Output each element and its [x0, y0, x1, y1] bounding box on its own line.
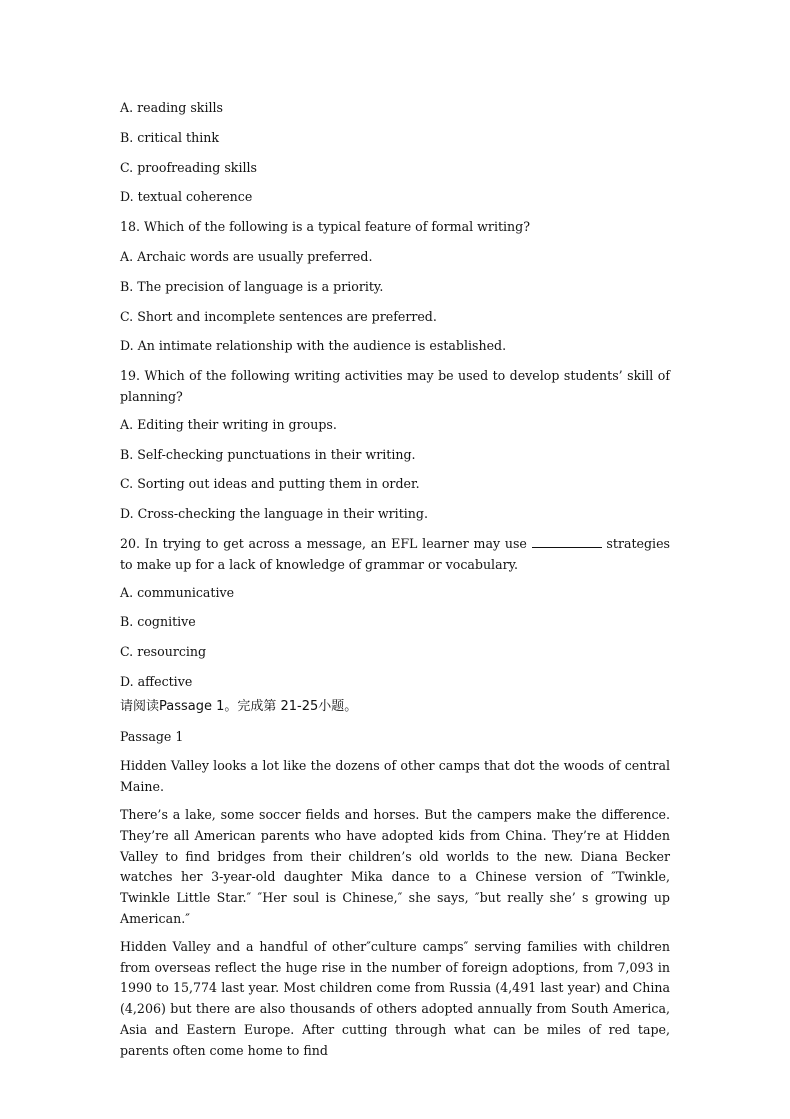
q18-option-d: D. An intimate relationship with the audience is established. — [120, 338, 507, 354]
passage-body — [120, 756, 670, 1061]
reading-instruction: 请阅读Passage 1。完成第 21-25小题。 — [120, 698, 358, 714]
q18-option-a: A. Archaic words are usually preferred. — [120, 248, 373, 264]
q20-option-a: A. communicative — [120, 584, 235, 600]
q20-option-d: D. affective — [120, 673, 193, 689]
q19-option-d: D. Cross-checking the language in their writing. — [120, 506, 428, 522]
passage-paragraph-2: There’s a lake, some soccer fields and horses. But the campers make the difference. They’re all American parents who have adopted kids from China. They’re at Hidden Valley to find bridges from their children’s old worlds to the new. Diana Becker watches her 3-year-old daughter Mika dance to a Chinese version of ″Twinkle, Twinkle Little Star.″ ″Her soul is Chinese,″ she says, ″but really she’ s growing up American.″ — [120, 806, 670, 926]
q20-stem-after: strategies to make up for a lack of knowledge of grammar or vocabulary. — [120, 535, 670, 572]
answer-blank — [532, 535, 602, 548]
question-19 — [120, 366, 670, 525]
q17-option-c: C. proofreading skills — [120, 159, 257, 175]
q17-option-a: A. reading skills — [120, 100, 223, 115]
q20-option-c: C. resourcing — [120, 644, 207, 660]
q17-option-b: B. critical think — [120, 129, 219, 145]
q19-option-c: C. Sorting out ideas and putting them in order. — [120, 476, 420, 492]
q19-option-b: B. Self-checking punctuations in their writing. — [120, 446, 416, 462]
document-content — [120, 98, 670, 1068]
passage-paragraph-3: Hidden Valley and a handful of other″culture camps″ serving families with children from overseas reflect the huge rise in the number of foreign adoptions, from 7,093 in 1990 to 15,774 last year. Most children come from Russia (4,491 last year) and China (4,206) but there are also thousands of others adopted annually from South America, Asia and Eastern Europe. After cutting through what can be miles of red tape, parents often come home to find — [120, 938, 670, 1058]
passage-paragraph-1: Hidden Valley looks a lot like the dozens of other camps that dot the woods of central Maine. — [120, 758, 670, 795]
q20-stem — [120, 534, 670, 576]
passage-title: Passage 1 — [120, 728, 184, 744]
q17-option-d: D. textual coherence — [120, 189, 253, 205]
q18-option-c: C. Short and incomplete sentences are preferred. — [120, 308, 437, 324]
q19-stem: 19. Which of the following writing activities may be used to develop students’ skill of planning? — [120, 368, 670, 404]
q19-option-a: A. Editing their writing in groups. — [120, 416, 337, 432]
question-18 — [120, 217, 670, 357]
q18-option-b: B. The precision of language is a priority. — [120, 278, 384, 294]
q18-stem: 18. Which of the following is a typical feature of formal writing? — [120, 219, 530, 235]
q17-options — [120, 98, 670, 208]
question-20 — [120, 534, 670, 693]
q20-stem-before: 20. In trying to get across a message, an EFL learner may use — [120, 535, 527, 551]
q20-option-b: B. cognitive — [120, 614, 196, 630]
